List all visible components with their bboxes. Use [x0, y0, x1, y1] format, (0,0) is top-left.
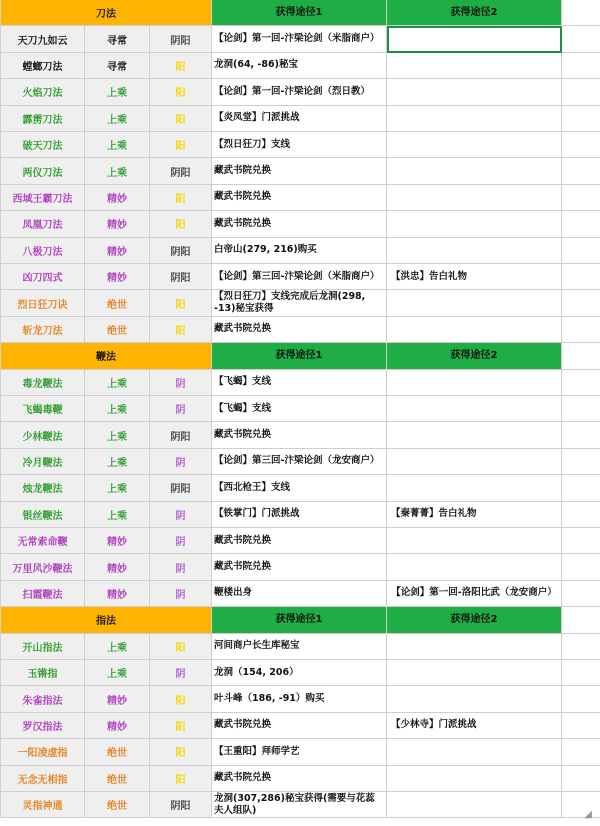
skill-name-cell[interactable]: 凤凰刀法 — [0, 211, 85, 237]
source1-header-cell[interactable]: 获得途径1 — [212, 343, 387, 369]
grade-cell[interactable]: 绝世 — [85, 317, 150, 343]
attribute-cell[interactable]: 阴 — [150, 396, 212, 422]
source2-cell[interactable] — [387, 766, 562, 792]
source2-cell[interactable]: 【秦菁菁】告白礼物 — [387, 502, 562, 528]
grade-cell[interactable]: 绝世 — [85, 739, 150, 765]
source2-cell[interactable] — [387, 290, 562, 316]
grade-cell[interactable]: 精妙 — [85, 581, 150, 607]
skill-name-cell[interactable]: 毒龙鞭法 — [0, 370, 85, 396]
source2-cell[interactable] — [387, 132, 562, 158]
source1-cell[interactable]: 【西北枪王】支线 — [212, 475, 387, 501]
attribute-cell[interactable]: 阴 — [150, 370, 212, 396]
skill-name-cell[interactable]: 两仪刀法 — [0, 158, 85, 184]
grade-cell[interactable]: 上乘 — [85, 106, 150, 132]
skill-name-cell[interactable]: 冷月鞭法 — [0, 449, 85, 475]
skill-name-cell[interactable]: 扫霞鞭法 — [0, 581, 85, 607]
attribute-cell[interactable]: 阳 — [150, 185, 212, 211]
skill-name-cell[interactable]: 一阳凌虚指 — [0, 739, 85, 765]
source2-header-cell[interactable]: 获得途径2 — [387, 343, 562, 369]
source1-cell[interactable]: 【烈日狂刀】支线 — [212, 132, 387, 158]
skill-name-cell[interactable]: 朱雀指法 — [0, 686, 85, 712]
source2-cell[interactable] — [387, 53, 562, 79]
grade-cell[interactable]: 寻常 — [85, 53, 150, 79]
source2-cell[interactable] — [387, 317, 562, 343]
attribute-cell[interactable]: 阴 — [150, 554, 212, 580]
source1-cell[interactable]: 【论剑】第一回-汴梁论剑（烈日教） — [212, 79, 387, 105]
source2-cell[interactable] — [387, 422, 562, 448]
grade-cell[interactable]: 精妙 — [85, 686, 150, 712]
source1-cell[interactable]: 藏武书院兑换 — [212, 158, 387, 184]
source1-cell[interactable]: 叶斗峰（186, -91）购买 — [212, 686, 387, 712]
category-header-cell[interactable]: 指法 — [0, 607, 212, 633]
grade-cell[interactable]: 精妙 — [85, 185, 150, 211]
source2-header-cell[interactable]: 获得途径2 — [387, 0, 562, 26]
skill-name-cell[interactable]: 罗汉指法 — [0, 713, 85, 739]
source1-cell[interactable]: 龙洞(307,286)秘宝获得(需要与花蕊夫人组队) — [212, 792, 387, 818]
source2-cell[interactable]: 【洪忠】告白礼物 — [387, 264, 562, 290]
source1-cell[interactable]: 白帝山(279, 216)购买 — [212, 238, 387, 264]
attribute-cell[interactable]: 阳 — [150, 317, 212, 343]
attribute-cell[interactable]: 阳 — [150, 686, 212, 712]
skill-name-cell[interactable]: 霹雳刀法 — [0, 106, 85, 132]
attribute-cell[interactable]: 阴阳 — [150, 475, 212, 501]
grade-cell[interactable]: 精妙 — [85, 238, 150, 264]
watermark: ◢ — [584, 809, 592, 820]
grade-cell[interactable]: 上乘 — [85, 449, 150, 475]
attribute-cell[interactable]: 阳 — [150, 713, 212, 739]
source2-cell[interactable] — [387, 792, 562, 818]
source1-cell[interactable]: 藏武书院兑换 — [212, 554, 387, 580]
attribute-cell[interactable]: 阴阳 — [150, 238, 212, 264]
skill-name-cell[interactable]: 八极刀法 — [0, 238, 85, 264]
category-header-cell[interactable]: 刀法 — [0, 0, 212, 26]
source2-cell[interactable] — [387, 528, 562, 554]
skill-name-cell[interactable]: 银丝鞭法 — [0, 502, 85, 528]
attribute-cell[interactable]: 阴阳 — [150, 422, 212, 448]
source1-cell[interactable]: 河间商户长生库秘宝 — [212, 634, 387, 660]
grade-cell[interactable]: 寻常 — [85, 26, 150, 52]
source2-cell[interactable] — [387, 686, 562, 712]
skill-name-cell[interactable]: 斩龙刀法 — [0, 317, 85, 343]
grade-cell[interactable]: 上乘 — [85, 132, 150, 158]
skill-name-cell[interactable]: 天刀九如云 — [0, 26, 85, 52]
source2-cell[interactable] — [387, 475, 562, 501]
grade-cell[interactable]: 精妙 — [85, 528, 150, 554]
source2-cell[interactable] — [387, 211, 562, 237]
source2-cell[interactable] — [387, 158, 562, 184]
skill-name-cell[interactable]: 西域王霸刀法 — [0, 185, 85, 211]
grade-cell[interactable]: 上乘 — [85, 660, 150, 686]
attribute-cell[interactable]: 阴阳 — [150, 26, 212, 52]
attribute-cell[interactable]: 阳 — [150, 739, 212, 765]
grade-cell[interactable]: 上乘 — [85, 79, 150, 105]
source2-cell[interactable] — [387, 554, 562, 580]
source1-cell[interactable]: 【王重阳】拜师学艺 — [212, 739, 387, 765]
source1-cell[interactable]: 【论剑】第三回-汴梁论剑（米脂商户） — [212, 264, 387, 290]
grade-cell[interactable]: 精妙 — [85, 554, 150, 580]
skill-name-cell[interactable]: 无念无相指 — [0, 766, 85, 792]
skill-name-cell[interactable]: 烈日狂刀诀 — [0, 290, 85, 316]
skill-name-cell[interactable]: 凶刀四式 — [0, 264, 85, 290]
attribute-cell[interactable]: 阳 — [150, 132, 212, 158]
attribute-cell[interactable]: 阴 — [150, 660, 212, 686]
source1-cell[interactable]: 【铁掌门】门派挑战 — [212, 502, 387, 528]
grade-cell[interactable]: 上乘 — [85, 158, 150, 184]
source1-cell[interactable]: 【烈日狂刀】支线完成后龙洞(298, -13)秘宝获得 — [212, 290, 387, 316]
source2-cell[interactable] — [387, 634, 562, 660]
attribute-cell[interactable]: 阳 — [150, 53, 212, 79]
skill-name-cell[interactable]: 少林鞭法 — [0, 422, 85, 448]
source1-cell[interactable]: 【论剑】第三回-汴梁论剑（龙安商户） — [212, 449, 387, 475]
attribute-cell[interactable]: 阳 — [150, 211, 212, 237]
category-header-cell[interactable]: 鞭法 — [0, 343, 212, 369]
source2-cell[interactable] — [387, 185, 562, 211]
source1-cell[interactable]: 藏武书院兑换 — [212, 422, 387, 448]
grade-cell[interactable]: 精妙 — [85, 211, 150, 237]
skill-name-cell[interactable]: 开山指法 — [0, 634, 85, 660]
attribute-cell[interactable]: 阴 — [150, 502, 212, 528]
grade-cell[interactable]: 绝世 — [85, 766, 150, 792]
skill-name-cell[interactable]: 飞蝎毒鞭 — [0, 396, 85, 422]
source2-cell[interactable]: 【少林寺】门派挑战 — [387, 713, 562, 739]
attribute-cell[interactable]: 阴阳 — [150, 264, 212, 290]
skill-name-cell[interactable]: 烛龙鞭法 — [0, 475, 85, 501]
attribute-cell[interactable]: 阳 — [150, 79, 212, 105]
source1-cell[interactable]: 鞭楼出身 — [212, 581, 387, 607]
source2-cell[interactable] — [387, 106, 562, 132]
source1-cell[interactable]: 【论剑】第一回-汴梁论剑（米脂商户） — [212, 26, 387, 52]
source2-cell[interactable] — [387, 370, 562, 396]
source1-cell[interactable]: 藏武书院兑换 — [212, 211, 387, 237]
selected-cell[interactable] — [387, 26, 562, 52]
attribute-cell[interactable]: 阳 — [150, 106, 212, 132]
source2-cell[interactable]: 【论剑】第一回-洛阳比武（龙安商户） — [387, 581, 562, 607]
source1-cell[interactable]: 龙洞(64, -86)秘宝 — [212, 53, 387, 79]
empty-column-area[interactable] — [562, 0, 600, 826]
grade-cell[interactable]: 上乘 — [85, 475, 150, 501]
source2-header-cell[interactable]: 获得途径2 — [387, 607, 562, 633]
skill-name-cell[interactable]: 万里风沙鞭法 — [0, 554, 85, 580]
grade-cell[interactable]: 上乘 — [85, 370, 150, 396]
source2-cell[interactable] — [387, 449, 562, 475]
source2-cell[interactable] — [387, 396, 562, 422]
grade-cell[interactable]: 上乘 — [85, 396, 150, 422]
attribute-cell[interactable]: 阳 — [150, 634, 212, 660]
source1-header-cell[interactable]: 获得途径1 — [212, 607, 387, 633]
source1-cell[interactable]: 【炎凤堂】门派挑战 — [212, 106, 387, 132]
source1-cell[interactable]: 藏武书院兑换 — [212, 766, 387, 792]
attribute-cell[interactable]: 阴 — [150, 528, 212, 554]
source1-cell[interactable]: 藏武书院兑换 — [212, 713, 387, 739]
source1-cell[interactable]: 龙洞（154, 206） — [212, 660, 387, 686]
skill-name-cell[interactable]: 玉锵指 — [0, 660, 85, 686]
skill-name-cell[interactable]: 破天刀法 — [0, 132, 85, 158]
source2-cell[interactable] — [387, 79, 562, 105]
source1-cell[interactable]: 藏武书院兑换 — [212, 185, 387, 211]
attribute-cell[interactable]: 阴 — [150, 581, 212, 607]
skill-name-cell[interactable]: 灵指神通 — [0, 792, 85, 818]
skill-name-cell[interactable]: 螳螂刀法 — [0, 53, 85, 79]
attribute-cell[interactable]: 阳 — [150, 290, 212, 316]
grade-cell[interactable]: 绝世 — [85, 290, 150, 316]
source1-cell[interactable]: 藏武书院兑换 — [212, 528, 387, 554]
grade-cell[interactable]: 上乘 — [85, 634, 150, 660]
attribute-cell[interactable]: 阴阳 — [150, 792, 212, 818]
source2-cell[interactable] — [387, 660, 562, 686]
skill-name-cell[interactable]: 火焰刀法 — [0, 79, 85, 105]
attribute-cell[interactable]: 阴 — [150, 449, 212, 475]
grade-cell[interactable]: 精妙 — [85, 264, 150, 290]
grade-cell[interactable]: 上乘 — [85, 502, 150, 528]
source1-header-cell[interactable]: 获得途径1 — [212, 0, 387, 26]
source2-cell[interactable] — [387, 238, 562, 264]
source1-cell[interactable]: 藏武书院兑换 — [212, 317, 387, 343]
attribute-cell[interactable]: 阳 — [150, 766, 212, 792]
grade-cell[interactable]: 上乘 — [85, 422, 150, 448]
source1-cell[interactable]: 【飞蝎】支线 — [212, 370, 387, 396]
source2-cell[interactable] — [387, 739, 562, 765]
grade-cell[interactable]: 绝世 — [85, 792, 150, 818]
grade-cell[interactable]: 精妙 — [85, 713, 150, 739]
skill-name-cell[interactable]: 无常索命鞭 — [0, 528, 85, 554]
attribute-cell[interactable]: 阴阳 — [150, 158, 212, 184]
source1-cell[interactable]: 【飞蝎】支线 — [212, 396, 387, 422]
